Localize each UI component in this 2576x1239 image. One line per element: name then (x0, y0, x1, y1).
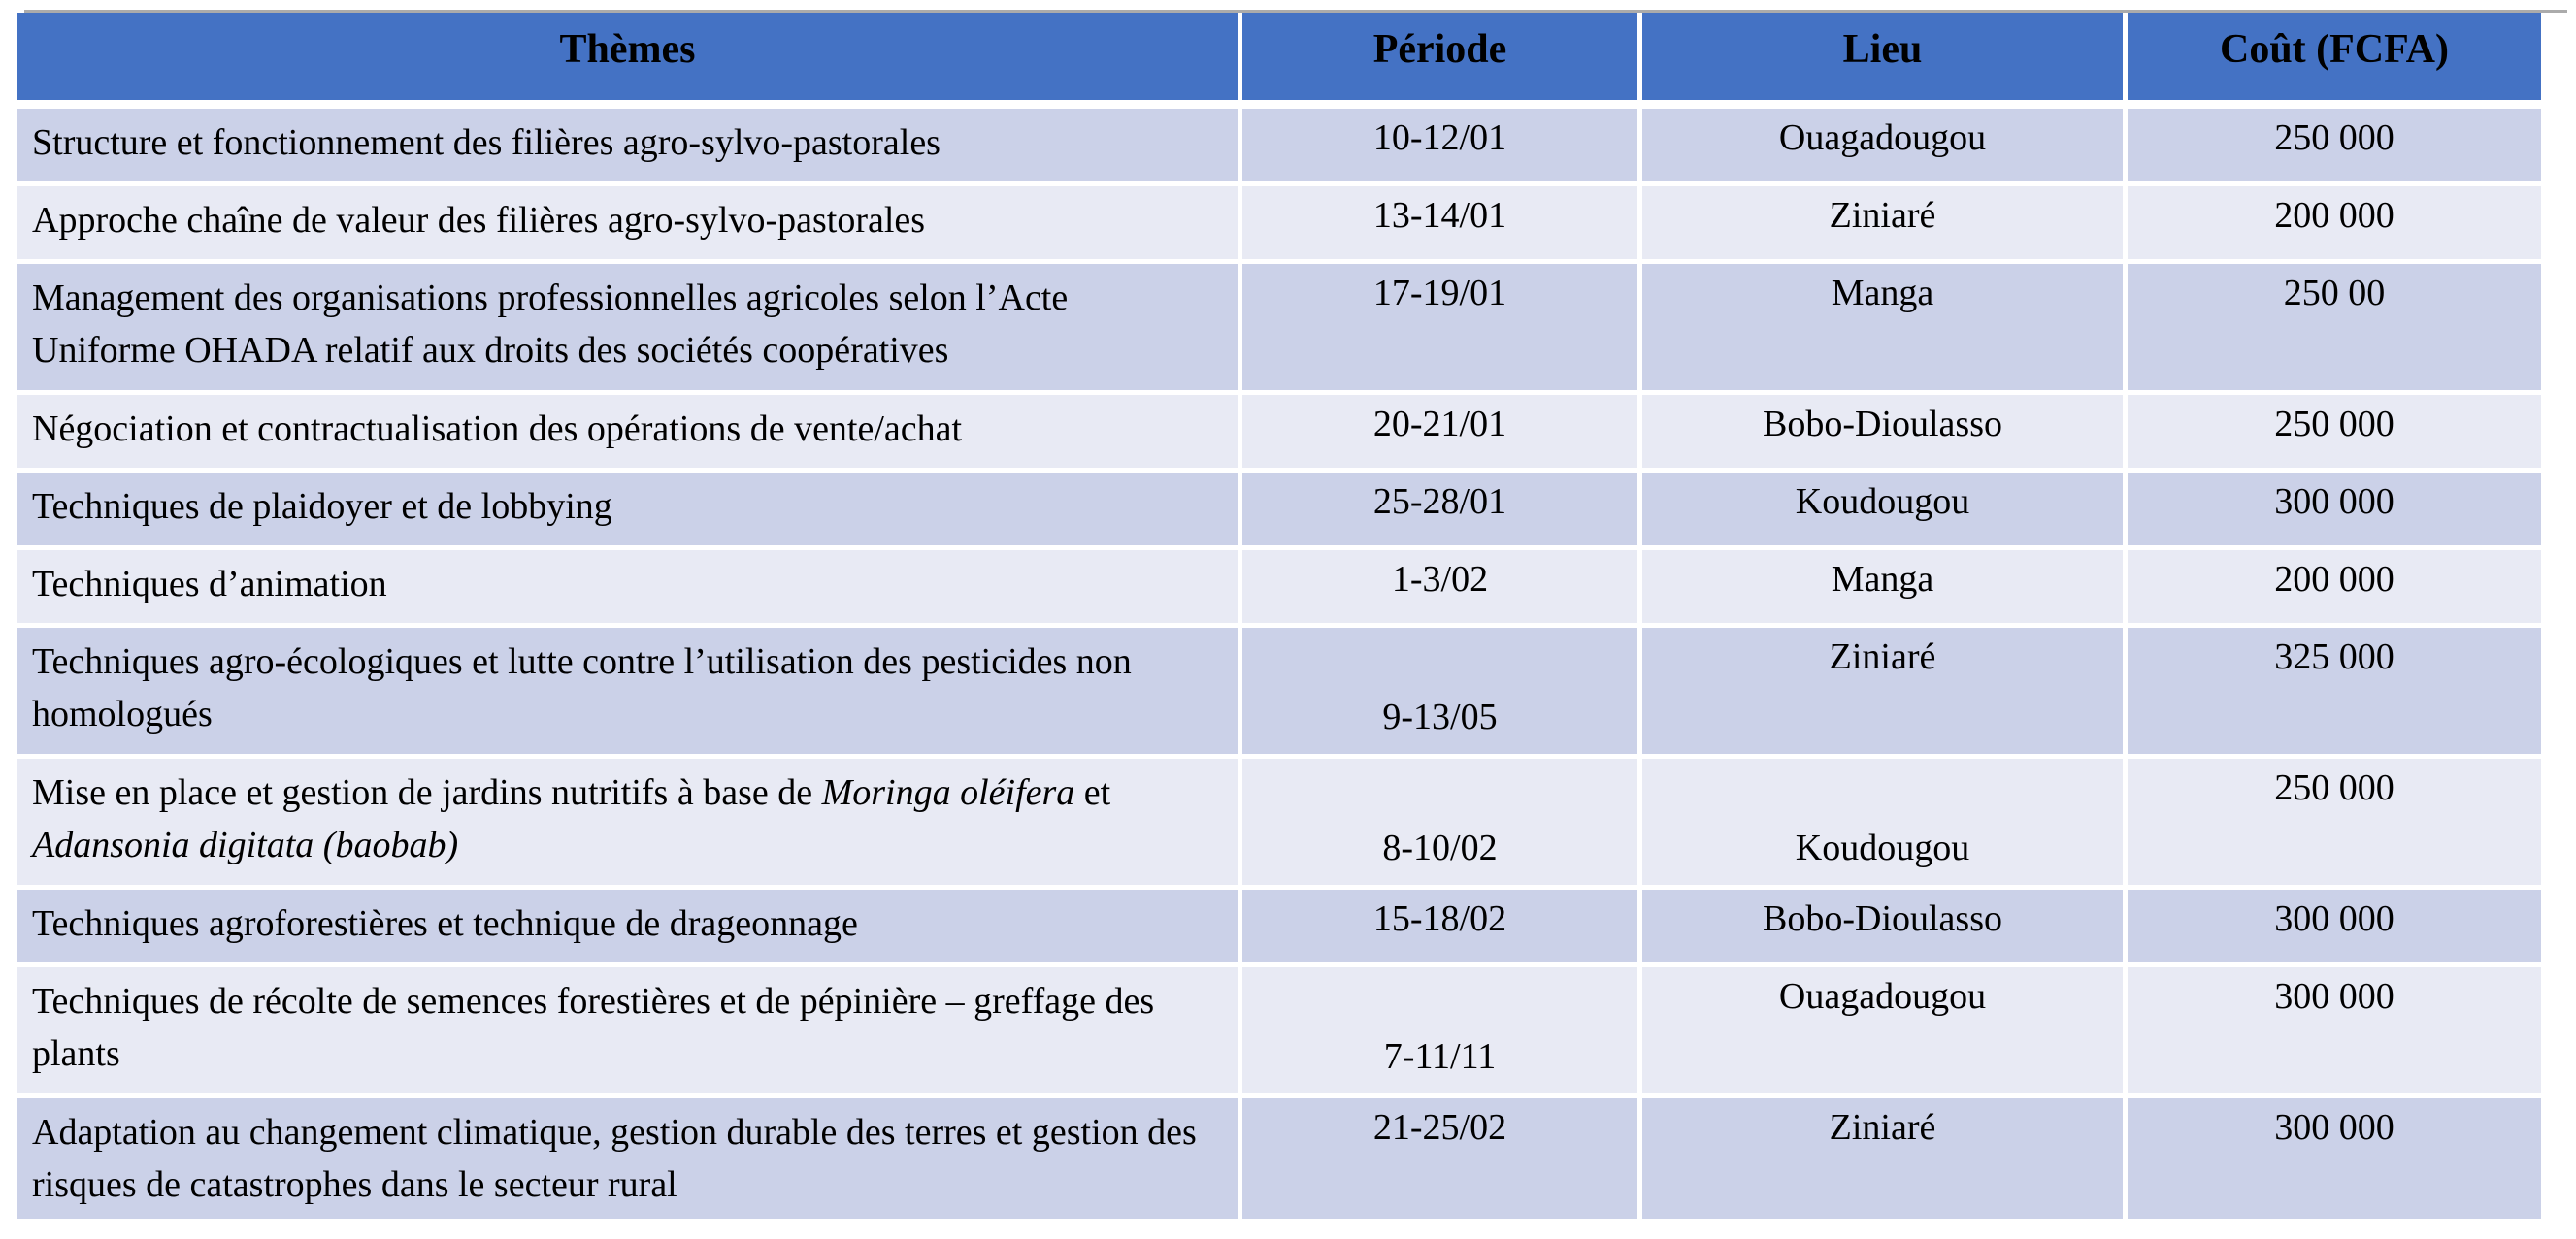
table-row (17, 759, 2541, 885)
location-cell: Bobo-Dioulasso (1642, 890, 2123, 962)
period-cell: 15-18/02 (1242, 890, 1637, 962)
cost-cell: 300 000 (2128, 890, 2541, 962)
theme-cell: Techniques agro-écologiques et lutte contre l’utilisation des pesticides non homologués (17, 628, 1238, 754)
theme-cell: Approche chaîne de valeur des filières agro-sylvo-pastorales (17, 186, 1238, 259)
top-border-line (24, 10, 2567, 13)
cost-cell: 325 000 (2128, 628, 2541, 754)
theme-text-run: et (1074, 772, 1111, 813)
theme-cell: Négociation et contractualisation des opérations de vente/achat (17, 395, 1238, 468)
col-header-cout: Coût (FCFA) (2128, 13, 2541, 104)
col-header-periode: Période (1242, 13, 1637, 104)
col-header-lieu: Lieu (1642, 13, 2123, 104)
table-row (17, 264, 2541, 390)
period-cell: 10-12/01 (1242, 109, 1637, 181)
location-cell: Ziniaré (1642, 628, 2123, 754)
theme-cell: Techniques de récolte de semences forestières et de pépinière – greffage des plants (17, 967, 1238, 1093)
location-cell: Koudougou (1642, 473, 2123, 545)
location-cell: Manga (1642, 264, 2123, 390)
theme-cell: Techniques agroforestières et technique de drageonnage (17, 890, 1238, 962)
table-row (17, 628, 2541, 754)
period-cell: 21-25/02 (1242, 1098, 1637, 1219)
location-cell: Manga (1642, 550, 2123, 623)
theme-cell: Adaptation au changement climatique, gestion durable des terres et gestion des risques de catastrophes dans le secteur rural (17, 1098, 1238, 1219)
table-row (17, 109, 2541, 181)
period-cell: 20-21/01 (1242, 395, 1637, 468)
cost-cell: 200 000 (2128, 550, 2541, 623)
theme-cell: Techniques de plaidoyer et de lobbying (17, 473, 1238, 545)
table-row (17, 967, 2541, 1093)
period-cell: 25-28/01 (1242, 473, 1637, 545)
cost-cell: 300 000 (2128, 967, 2541, 1093)
location-cell: Bobo-Dioulasso (1642, 395, 2123, 468)
table-row (17, 550, 2541, 623)
cost-cell: 300 000 (2128, 1098, 2541, 1219)
cost-cell: 250 000 (2128, 395, 2541, 468)
period-cell: 8-10/02 (1242, 759, 1637, 885)
theme-cell (17, 759, 1238, 885)
location-cell: Ziniaré (1642, 1098, 2123, 1219)
location-cell: Koudougou (1642, 759, 2123, 885)
table-row (17, 186, 2541, 259)
col-header-theme: Thèmes (17, 13, 1238, 104)
cost-cell: 200 000 (2128, 186, 2541, 259)
period-cell: 9-13/05 (1242, 628, 1637, 754)
period-cell: 1-3/02 (1242, 550, 1637, 623)
location-cell: Ouagadougou (1642, 967, 2123, 1093)
period-cell: 7-11/11 (1242, 967, 1637, 1093)
table-row (17, 473, 2541, 545)
header-row (17, 13, 2541, 104)
location-cell: Ouagadougou (1642, 109, 2123, 181)
theme-text-run: Mise en place et gestion de jardins nutritifs à base de (32, 772, 822, 813)
theme-cell: Management des organisations professionnelles agricoles selon l’Acte Uniforme OHADA relatif aux droits des sociétés coopératives (17, 264, 1238, 390)
period-cell: 17-19/01 (1242, 264, 1637, 390)
table-row (17, 890, 2541, 962)
period-cell: 13-14/01 (1242, 186, 1637, 259)
location-cell: Ziniaré (1642, 186, 2123, 259)
cost-cell: 250 000 (2128, 109, 2541, 181)
theme-text-run-italic: Moringa oléifera (821, 772, 1075, 813)
training-schedule-table (13, 8, 2546, 1223)
cost-cell: 250 00 (2128, 264, 2541, 390)
table-row (17, 1098, 2541, 1219)
cost-cell: 250 000 (2128, 759, 2541, 885)
cost-cell: 300 000 (2128, 473, 2541, 545)
theme-cell: Structure et fonctionnement des filières agro-sylvo-pastorales (17, 109, 1238, 181)
theme-cell: Techniques d’animation (17, 550, 1238, 623)
theme-text-run-italic: Adansonia digitata (baobab) (32, 825, 459, 865)
table-row (17, 395, 2541, 468)
